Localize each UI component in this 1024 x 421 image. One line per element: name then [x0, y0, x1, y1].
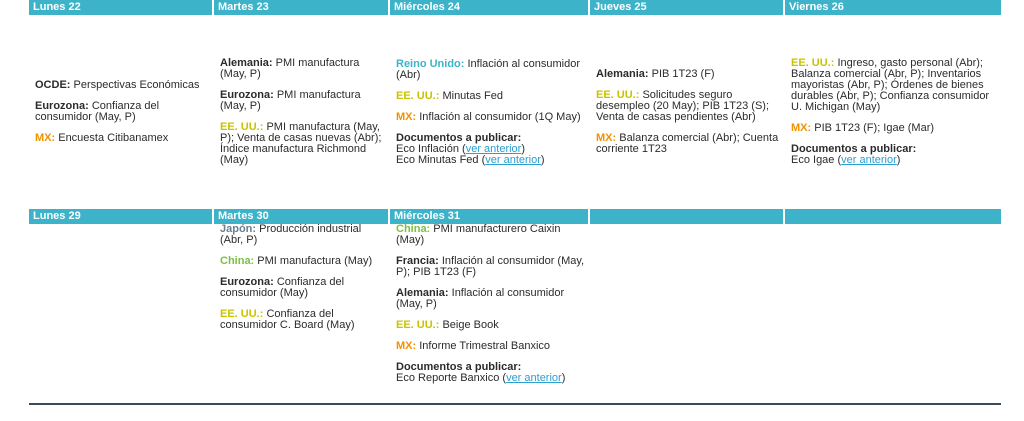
- event-description: Informe Trimestral Banxico: [416, 340, 551, 352]
- calendar-event: [220, 224, 387, 246]
- event-country: China:: [396, 223, 431, 235]
- calendar-event: [396, 256, 587, 278]
- documents-block: [396, 362, 587, 384]
- event-description: PMI manufactura (May): [254, 255, 373, 267]
- event-description: PMI manufacturero Caixin (May): [396, 223, 561, 246]
- event-description: Inflación al consumidor (Abr): [396, 57, 580, 81]
- event-description: Perspectivas Económicas: [70, 79, 200, 91]
- documents-title: Documentos a publicar:: [791, 143, 917, 155]
- event-country: MX:: [396, 110, 417, 123]
- day-column: [590, 15, 785, 209]
- day-header: Martes 23: [214, 0, 390, 15]
- calendar-event: [791, 58, 998, 113]
- event-country: EE. UU.:: [596, 89, 640, 101]
- day-header: [590, 209, 785, 224]
- document-item: [396, 373, 587, 384]
- week-1: [29, 0, 1001, 209]
- calendar-event: [35, 101, 211, 123]
- event-description: Confianza del consumidor (May, P): [35, 100, 160, 123]
- calendar-event: [791, 123, 998, 134]
- event-country: Alemania:: [396, 287, 449, 299]
- event-description: Ingreso, gasto personal (Abr); Balanza comercial (Abr, P); Inventarios mayoristas (Abr, P); Órdenes de bienes durables (Abr, P); Confianza consumidor U. Michigan (May): [791, 57, 990, 113]
- previous-document-link[interactable]: ver anterior: [485, 153, 541, 166]
- document-suffix: ): [540, 153, 545, 166]
- calendar-event: [220, 122, 387, 166]
- calendar-event: [220, 309, 387, 331]
- day-column: [390, 224, 590, 384]
- event-country: Eurozona:: [220, 276, 274, 288]
- event-description: Beige Book: [439, 319, 499, 331]
- calendar-event: [396, 224, 587, 246]
- calendar-event: [220, 256, 387, 267]
- event-description: Confianza del consumidor C. Board (May): [220, 308, 355, 331]
- day-column: [214, 224, 390, 331]
- week-2-body: [29, 224, 1001, 402]
- event-description: PMI manufactura (May, P): [220, 57, 360, 80]
- event-description: Inflación al consumidor (May, P); PIB 1T23 (F): [396, 255, 585, 278]
- bottom-divider: [29, 403, 1001, 405]
- event-country: Eurozona:: [220, 89, 274, 101]
- document-name: Eco Minutas Fed (: [396, 153, 486, 166]
- week-2-header-row: [29, 209, 1001, 224]
- previous-document-link[interactable]: ver anterior: [841, 154, 897, 166]
- calendar-event: [220, 58, 387, 80]
- event-description: Encuesta Citibanamex: [55, 132, 169, 144]
- event-country: Francia:: [396, 255, 439, 267]
- event-country: EE. UU.:: [220, 308, 264, 320]
- day-header: Viernes 26: [789, 1, 844, 13]
- document-name: Eco Reporte Banxico (: [396, 372, 507, 384]
- calendar-event: [396, 91, 587, 102]
- documents-block: [791, 144, 998, 166]
- document-name: Eco Inflación (: [396, 142, 466, 155]
- event-description: Inflación al consumidor (1Q May): [416, 110, 581, 123]
- calendar-event: [396, 320, 587, 331]
- event-country: China:: [220, 255, 255, 267]
- day-column: [785, 15, 1001, 209]
- calendar-event: [396, 288, 587, 310]
- document-suffix: ): [521, 142, 526, 155]
- event-country: MX:: [596, 132, 617, 144]
- event-country: EE. UU.:: [396, 89, 440, 102]
- event-country: EE. UU.:: [220, 121, 264, 133]
- document-suffix: ): [896, 154, 901, 166]
- document-suffix: ): [561, 372, 566, 384]
- event-country: EE. UU.:: [396, 319, 440, 331]
- week-1-header-row: [29, 0, 1001, 15]
- event-description: Confianza del consumidor (May): [220, 276, 345, 299]
- event-description: Producción industrial (Abr, P): [220, 223, 362, 246]
- previous-document-link[interactable]: ver anterior: [506, 372, 562, 384]
- documents-title: Documentos a publicar:: [396, 361, 522, 373]
- day-header: Martes 30: [214, 209, 390, 224]
- day-header: Jueves 25: [590, 0, 785, 15]
- event-description: Minutas Fed: [439, 89, 503, 102]
- event-description: PMI manufactura (May, P): [220, 89, 361, 112]
- event-country: Alemania:: [596, 68, 649, 80]
- event-country: Eurozona:: [35, 100, 89, 112]
- calendar-event: [220, 277, 387, 299]
- event-description: PIB 1T23 (F): [648, 68, 715, 80]
- day-column: [390, 15, 590, 209]
- document-name: Eco Igae (: [791, 154, 842, 166]
- document-item: [791, 155, 998, 166]
- event-description: Balanza comercial (Abr); Cuenta corriente 1T23: [596, 132, 779, 155]
- event-country: Japón:: [220, 223, 257, 235]
- calendar-event: [220, 90, 387, 112]
- calendar-event: [596, 133, 782, 155]
- event-country: OCDE:: [35, 79, 71, 91]
- day-column: [29, 15, 214, 209]
- event-country: Alemania:: [220, 57, 273, 69]
- document-item: [396, 155, 587, 166]
- event-country: EE. UU.:: [791, 57, 835, 69]
- week-1-body: [29, 15, 1001, 209]
- event-description: PMI manufactura (May, P); Venta de casas nuevas (Abr); Índice manufactura Richmond (May): [220, 121, 382, 166]
- day-header: Miércoles 24: [390, 0, 590, 15]
- event-description: PIB 1T23 (F); Igae (Mar): [811, 122, 935, 134]
- event-country: MX:: [396, 340, 417, 352]
- day-column: [214, 15, 390, 209]
- event-country: MX:: [35, 132, 56, 144]
- calendar-event: [596, 90, 782, 123]
- previous-document-link[interactable]: ver anterior: [465, 142, 522, 155]
- event-description: Solicitudes seguro desempleo (20 May); PIB 1T23 (S); Venta de casas pendientes (Abr): [596, 89, 770, 123]
- calendar-event: [35, 80, 211, 91]
- documents-block: [396, 133, 587, 166]
- day-header: Miércoles 31: [390, 209, 590, 224]
- documents-title: Documentos a publicar:: [396, 131, 522, 144]
- calendar-event: [35, 133, 211, 144]
- day-header: [785, 209, 1001, 224]
- calendar-event: [396, 59, 587, 81]
- day-header: Lunes 22: [29, 0, 214, 15]
- event-country: MX:: [791, 122, 812, 134]
- event-country: Reino Unido:: [396, 57, 465, 70]
- calendar-event: [596, 69, 782, 80]
- day-header: Lunes 29: [29, 209, 214, 224]
- calendar-event: [396, 341, 587, 352]
- event-description: Inflación al consumidor (May, P): [396, 287, 565, 310]
- calendar-event: [396, 112, 587, 123]
- week-2: [29, 209, 1001, 402]
